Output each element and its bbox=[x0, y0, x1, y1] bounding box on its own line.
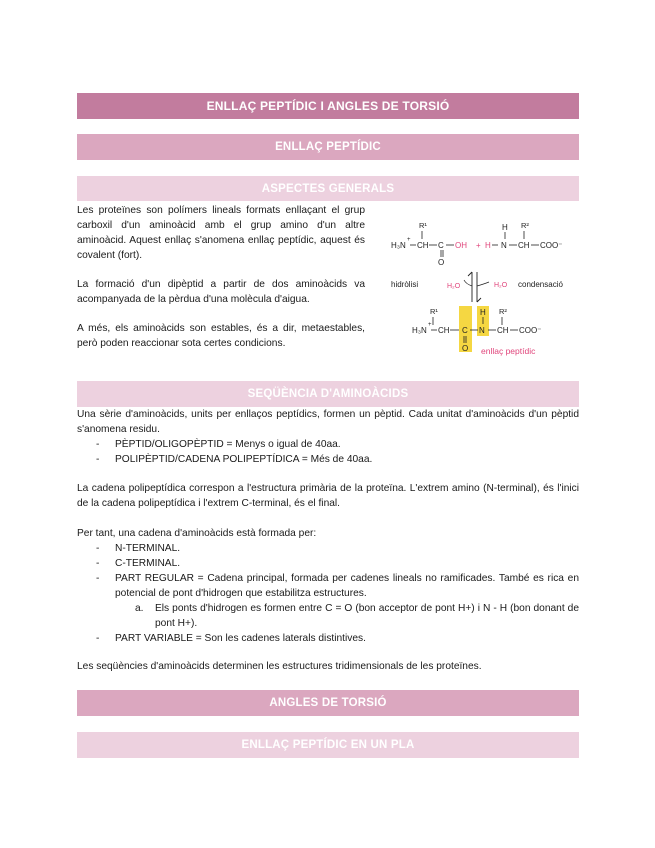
sequence-paragraph-3: Per tant, una cadena d'aminoàcids està formada per: bbox=[77, 528, 317, 539]
list-item: - N-TERMINAL. bbox=[96, 543, 181, 554]
list-item: - PART VARIABLE = Son les cadenes laterals distintives. bbox=[96, 633, 366, 644]
hidrolisi-label: hidròlisi bbox=[391, 280, 419, 289]
subsection-title-sequencia: SEQÜÈNCIA D'AMINOÀCIDS bbox=[247, 388, 409, 400]
r2-top: R² bbox=[521, 221, 529, 230]
general-paragraph-1: Les proteïnes son polímers lineals formats enllaçant el grup carboxil d'un aminoàcid amb el grup amino d'un altre aminoàcid. Aquest enllaç s'anomena enllaç peptídic, aquest és covalent (fort). bbox=[77, 205, 365, 261]
ch-top: CH bbox=[417, 241, 429, 250]
peptide-bond-diagram bbox=[388, 210, 580, 370]
h3n-plus-bottom: + bbox=[428, 322, 432, 328]
h3n-plus-top: + bbox=[407, 237, 411, 243]
chain-parts-list bbox=[77, 541, 579, 646]
ch2-bottom: CH bbox=[497, 326, 509, 335]
o-top: O bbox=[438, 258, 445, 267]
h-left-top: H bbox=[485, 241, 491, 250]
n-bottom: N bbox=[479, 326, 485, 335]
general-paragraph-3: A més, els aminoàcids son estables, és a dir, metaestables, però poden reaccionar sota certes condicions. bbox=[77, 323, 365, 349]
coo-bottom: COO⁻ bbox=[519, 326, 542, 335]
oh-top: OH bbox=[455, 241, 467, 250]
list-item: - POLIPÈPTID/CADENA POLIPEPTÍDICA = Més de 40aa. bbox=[96, 454, 373, 465]
general-paragraph-2: La formació d'un dipèptid a partir de dos aminoàcids va acompanyada de la pèrdua d'una molècula d'aigua. bbox=[77, 279, 365, 305]
coo-top: COO⁻ bbox=[540, 241, 563, 250]
enllac-peptidic-label: enllaç peptídic bbox=[481, 346, 536, 356]
ch2-top: CH bbox=[518, 241, 530, 250]
section-header-enllac bbox=[77, 134, 579, 160]
subsection-title-pla: ENLLAÇ PEPTÍDIC EN UN PLA bbox=[241, 739, 415, 751]
list-item: - C-TERMINAL. bbox=[96, 558, 181, 569]
condensacio-label: condensació bbox=[518, 280, 563, 289]
h-bottom: H bbox=[480, 308, 486, 317]
list-item: a. Els ponts d'hidrogen es formen entre C = O (bon acceptor de pont H+) i N - H (bon donant de pont H+). bbox=[135, 603, 579, 629]
n-top: N bbox=[501, 241, 507, 250]
h-top: H bbox=[502, 223, 508, 232]
c-top: C bbox=[438, 241, 444, 250]
list-item: - PART REGULAR = Cadena principal, formada per cadenes lineals no ramificades. També es rica en potencial de pont d'hidrogen que estabilitza estructures. bbox=[96, 573, 579, 599]
section-title-enllac: ENLLAÇ PEPTÍDIC bbox=[275, 141, 381, 153]
ch-bottom: CH bbox=[438, 326, 450, 335]
sequence-paragraph-2: La cadena polipeptídica correspon a l'estructura primària de la proteïna. L'extrem amino (N-terminal), és l'inici de la cadena polipeptídica i l'extrem C-terminal, és el final. bbox=[77, 483, 579, 509]
main-title: ENLLAÇ PEPTÍDIC I ANGLES DE TORSIÓ bbox=[206, 99, 450, 113]
list-item: - PÈPTID/OLIGOPÈPTID = Menys o igual de 40aa. bbox=[96, 439, 341, 450]
c-bottom: C bbox=[462, 326, 468, 335]
plus-sign: + bbox=[476, 241, 481, 250]
sequence-paragraph-1: Una sèrie d'aminoàcids, units per enllaços peptídics, formen un pèptid. Cada unitat d'aminoàcids d'un pèptid s'anomena residu. bbox=[77, 409, 579, 435]
section-title-angles: ANGLES DE TORSIÓ bbox=[269, 697, 387, 709]
main-title-bar bbox=[77, 93, 579, 119]
subsection-title-aspectes: ASPECTES GENERALS bbox=[261, 182, 395, 195]
subsection-header-aspectes bbox=[77, 176, 579, 201]
arrow-down-icon bbox=[477, 272, 481, 302]
h2o-left: H₂O bbox=[447, 283, 461, 290]
h2o-right: H₂O bbox=[494, 282, 508, 289]
h3n-top: H₃N bbox=[391, 241, 406, 250]
o-bottom: O bbox=[462, 344, 469, 353]
r1-top: R¹ bbox=[419, 221, 427, 230]
sequence-paragraph-4: Les seqüències d'aminoàcids determinen les estructures tridimensionals de les proteïnes. bbox=[77, 661, 482, 672]
r1-bottom: R¹ bbox=[430, 307, 438, 316]
subsection-header-sequencia bbox=[77, 381, 579, 407]
h3n-bottom: H₃N bbox=[412, 326, 427, 335]
r2-bottom: R² bbox=[499, 307, 507, 316]
peptide-size-list bbox=[77, 437, 579, 467]
arrow-up-icon bbox=[468, 272, 472, 302]
subsection-header-pla bbox=[77, 732, 579, 758]
section-header-angles bbox=[77, 690, 579, 716]
